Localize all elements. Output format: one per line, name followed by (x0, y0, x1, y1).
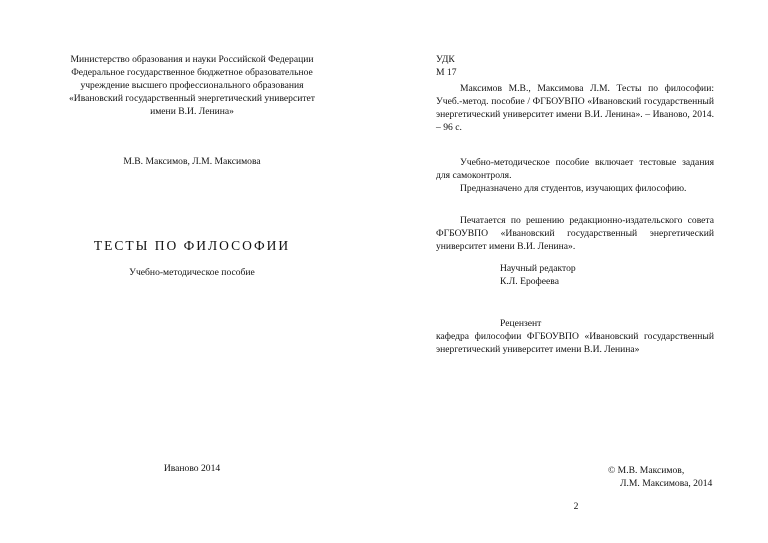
citation: Максимов М.В., Максимова Л.М. Тесты по философии: Учеб.-метод. пособие / ФГБОУВПО «Ивановский государственный энергетический университет имени В.И. Ленина». – Иваново, 2014. – 96 с. (436, 83, 714, 133)
ministry-line: Федеральное государственное бюджетное образовательное (71, 67, 313, 78)
reviewer-text: кафедра философии ФГБОУВПО «Ивановский государственный энергетический университет имени В.И. Ленина» (436, 331, 714, 355)
book-subtitle: Учебно-методическое пособие (129, 267, 255, 278)
right-page (384, 0, 768, 543)
annotation: Учебно-методическое пособие включает тестовые задания для самоконтроля. (436, 157, 714, 181)
ministry-line: «Ивановский государственный энергетический университет (68, 93, 316, 104)
reviewer-label: Рецензент (500, 318, 542, 329)
audience: Предназначено для студентов, изучающих философию. (460, 183, 687, 194)
page-number: 2 (573, 501, 579, 512)
book-title: ТЕСТЫ ПО ФИЛОСОФИИ (93, 238, 291, 253)
copyright-line-2: Л.М. Максимова, 2014 (620, 478, 713, 489)
ministry-header (40, 53, 344, 118)
ministry-line: учреждение высшего профессионального образования (80, 80, 304, 91)
udk-code: М 17 (436, 67, 457, 78)
udk-label: УДК (436, 54, 455, 65)
ministry-line: Министерство образования и науки Российской Федерации (70, 54, 314, 65)
editor-label: Научный редактор (500, 263, 576, 274)
authors: М.В. Максимов, Л.М. Максимова (123, 156, 261, 167)
copyright-line-1: © М.В. Максимов, (608, 465, 685, 476)
city-year: Иваново 2014 (163, 463, 221, 474)
publish-decision: Печатается по решению редакционно-издательского совета ФГБОУВПО «Ивановский государственный энергетический университет имени В.И. Ленина». (436, 215, 714, 252)
editor-name: К.Л. Ерофеева (500, 276, 559, 287)
ministry-line: имени В.И. Ленина» (150, 106, 234, 117)
